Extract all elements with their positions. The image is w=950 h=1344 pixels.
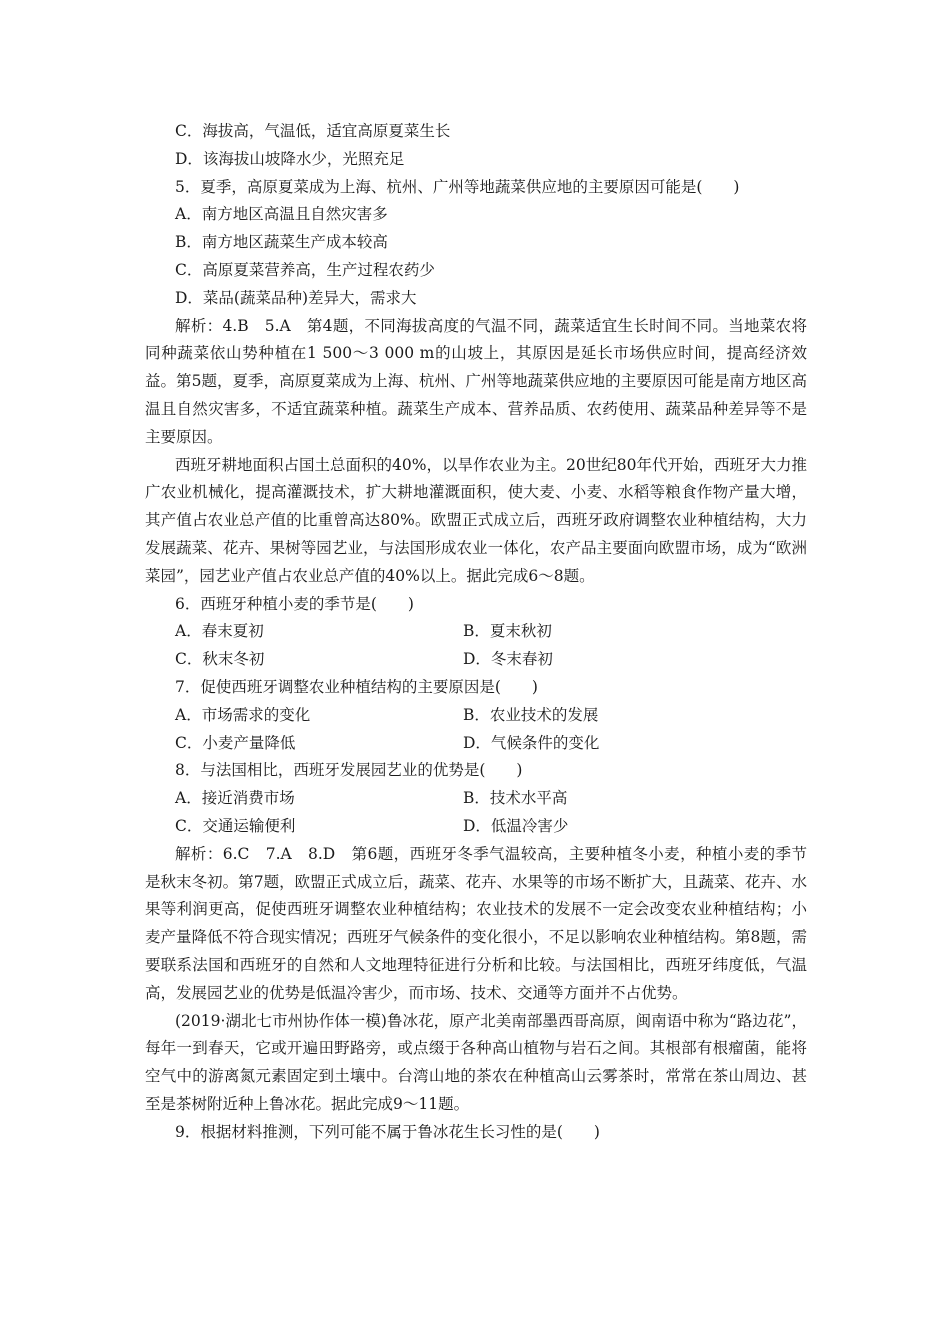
material-6-8: 西班牙耕地面积占国土总面积的40%，以旱作农业为主。20世纪80年代开始，西班牙大力推广农业机械化，提高灌溉技术，扩大耕地灌溉面积，使大麦、小麦、水稻等粮食作物产量大增，其产值占农业总产值的比重曾高达80%。欧盟正式成立后，西班牙政府调整农业种植结构，大力发展蔬菜、花卉、果树等园艺业，与法国形成农业一体化，农产品主要面向欧盟市场，成为“欧洲菜园”，园艺业产值占农业总产值的40%以上。据此完成6～8题。 xyxy=(145,455,807,585)
q8-option-a: A．接近消费市场 xyxy=(175,789,295,808)
q4-option-c: C．海拔高，气温低，适宜高原夏菜生长 xyxy=(175,122,451,140)
q5-stem: 5．夏季，高原夏菜成为上海、杭州、广州等地蔬菜供应地的主要原因可能是( ) xyxy=(175,177,740,196)
material-9-11: (2019·湖北七市州协作体一模)鲁冰花，原产北美南部墨西哥高原，闽南语中称为“路边花”，每年一到春天，它或开遍田野路旁，或点缀于各种高山植物与岩石之间。其根部有根瘤菌，能将空气中的游离氮元素固定到土壤中。台湾山地的茶农在种植高山云雾茶时，常常在茶山周边、甚至是茶树附近种上鲁冰花。据此完成9～11题。 xyxy=(145,1011,807,1113)
q7-option-d: D．气候条件的变化 xyxy=(463,733,600,752)
document-content xyxy=(145,118,807,1146)
q7-option-a: A．市场需求的变化 xyxy=(175,705,311,724)
q9-stem: 9．根据材料推测，下列可能不属于鲁冰花生长习性的是( ) xyxy=(175,1122,600,1141)
q8-options-row-2 xyxy=(145,813,807,841)
q5-option-c: C．高原夏菜营养高，生产过程农药少 xyxy=(175,260,435,279)
q7-options-row-2 xyxy=(145,730,807,758)
analysis-4-5: 解析：4.B 5.A 第4题，不同海拔高度的气温不同，蔬菜适宜生长时间不同。当地菜农将同种蔬菜依山势种植在1 500～3 000 m的山坡上，其原因是延长市场供应时间，提高经济效益。第5题，夏季，高原夏菜成为上海、杭州、广州等地蔬菜供应地的主要原因可能是南方地区高温且自然灾害多，不适宜蔬菜种植。蔬菜生产成本、营养品质、农药使用、蔬菜品种差异等不是主要原因。 xyxy=(145,316,807,446)
q6-stem: 6．西班牙种植小麦的季节是( ) xyxy=(175,594,414,613)
q7-option-c: C．小麦产量降低 xyxy=(175,733,296,752)
analysis-6-8: 解析：6.C 7.A 8.D 第6题，西班牙冬季气温较高，主要种植冬小麦，种植小麦的季节是秋末冬初。第7题，欧盟正式成立后，蔬菜、花卉、水果等的市场不断扩大，且蔬菜、花卉、水果等利润更高，促使西班牙调整农业种植结构；农业技术的发展不一定会改变农业种植结构；小麦产量降低不符合现实情况；西班牙气候条件的变化很小，不足以影响农业种植结构。第8题，需要联系法国和西班牙的自然和人文地理特征进行分析和比较。与法国相比，西班牙纬度低，气温高，发展园艺业的优势是低温冷害少，而市场、技术、交通等方面并不占优势。 xyxy=(145,844,807,1002)
q6-option-a: A．春末夏初 xyxy=(175,622,264,641)
q8-option-c: C．交通运输便利 xyxy=(175,816,296,835)
q7-options-row-1 xyxy=(145,702,807,730)
q4-option-d: D．该海拔山坡降水少，光照充足 xyxy=(175,149,405,168)
q6-options-row-1 xyxy=(145,618,807,646)
q8-option-d: D．低温冷害少 xyxy=(463,816,569,835)
q5-option-b: B．南方地区蔬菜生产成本较高 xyxy=(175,233,388,252)
q5-option-a: A．南方地区高温且自然灾害多 xyxy=(175,205,388,224)
q8-options-row-1 xyxy=(145,785,807,813)
q8-option-b: B．技术水平高 xyxy=(463,789,568,808)
q8-stem: 8．与法国相比，西班牙发展园艺业的优势是( ) xyxy=(175,761,523,780)
q7-stem: 7．促使西班牙调整农业种植结构的主要原因是( ) xyxy=(175,677,538,696)
q6-option-c: C．秋末冬初 xyxy=(175,650,265,669)
q5-option-d: D．菜品(蔬菜品种)差异大，需求大 xyxy=(175,288,417,307)
q6-options-row-2 xyxy=(145,646,807,674)
q6-option-b: B．夏末秋初 xyxy=(463,622,552,641)
q6-option-d: D．冬末春初 xyxy=(463,650,553,669)
q7-option-b: B．农业技术的发展 xyxy=(463,705,599,724)
